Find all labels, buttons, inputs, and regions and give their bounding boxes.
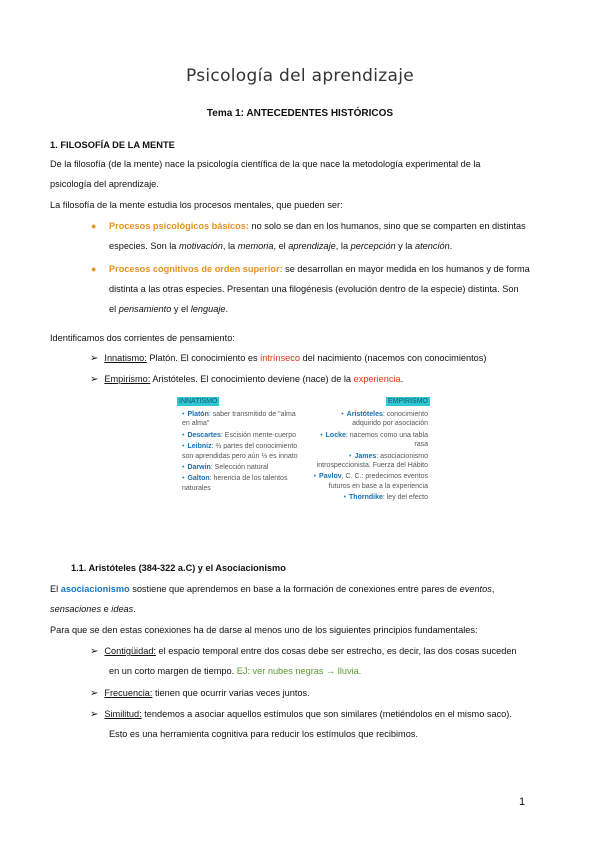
paragraph: sensaciones e ideas. [50, 604, 136, 614]
figure-right-header: EMPIRISMO [387, 398, 428, 405]
list-item-text: Procesos psicológicos básicos: no solo se dan en los humanos, sino que se comparten en distintas [109, 221, 526, 231]
paragraph: El asociacionismo sostiene que aprendemos en base a la formación de conexiones entre pares de eventos, [50, 584, 495, 594]
figure-item: • Locke: nacemos como una tabla rasa [320, 431, 428, 449]
paragraph: Identificamos dos corrientes de pensamiento: [50, 333, 235, 343]
arrow-bullet-icon: ➢ [90, 646, 99, 657]
section-heading-1-1: 1.1. Aristóteles (384-322 a.C) y el Asociacionismo [71, 563, 286, 573]
arrow-bullet-icon: ➢ [90, 688, 99, 699]
figure-item: • Platón: saber transmitido de "alma en alma" [182, 411, 296, 428]
list-item-text: en un corto margen de tiempo. EJ: ver nubes negras → lluvia. [109, 666, 362, 676]
comparison-figure [176, 396, 432, 534]
bullet-dot-icon: ● [91, 264, 97, 274]
arrow-bullet-icon: ➢ [90, 709, 99, 720]
figure-right-column [312, 410, 428, 505]
figure-item: • Descartes: Escisión mente-cuerpo [182, 431, 297, 439]
list-item-text: Procesos cognitivos de orden superior: se desarrollan en mayor medida en los humanos y de forma [109, 264, 530, 274]
arrow-list-item: ➢ Contigüidad: el espacio temporal entre dos cosas debe ser estrecho, es decir, las dos cosas suceden [90, 646, 517, 657]
figure-left-header: INNATISMO [179, 398, 218, 405]
arrow-list-item: ➢ Similitud: tendemos a asociar aquellos estímulos que son similares (metiéndolos en el mismo saco). [90, 709, 512, 720]
topic-subtitle: Tema 1: ANTECEDENTES HISTÓRICOS [206, 108, 394, 119]
section-heading-1: 1. FILOSOFÍA DE LA MENTE [50, 140, 175, 150]
page-title: Psicología del aprendizaje [185, 66, 414, 86]
figure-item: • Galton: herencia de los talentos naturales [182, 475, 288, 492]
list-item-text: distinta a las otras especies. Presentan una filogénesis (evolución dentro de la especie) distinta. Son [109, 284, 519, 294]
arrow-bullet-icon: ➢ [90, 353, 99, 364]
figure-left-column [182, 410, 300, 495]
figure-item: • James: asociacionismo introspeccionista. Fuerza del Hábito [316, 452, 428, 470]
figure-item: • Aristóteles: conocimiento adquirido por asociación [341, 411, 428, 428]
arrow-bullet-icon: ➢ [90, 374, 99, 385]
bullet-dot-icon: ● [91, 221, 97, 231]
list-item [91, 221, 96, 231]
list-item-text: especies. Son la motivación, la memoria, el aprendizaje, la percepción y la atención. [109, 241, 453, 251]
figure-item: • Darwin: Selección natural [182, 464, 269, 472]
list-item-text: Esto es una herramienta cognitiva para reducir los estímulos que recibimos. [109, 729, 418, 739]
figure-item: • Leibniz: ⅔ partes del conocimiento son aprendidas pero aún ⅓ es innato [182, 443, 298, 460]
list-item [91, 264, 96, 274]
paragraph: Para que se den estas conexiones ha de darse al menos uno de los siguientes principios fundamentales: [50, 625, 478, 635]
arrow-list-item: ➢ Innatismo: Platón. El conocimiento es intrínseco del nacimiento (nacemos con conocimientos) [90, 353, 487, 364]
figure-item: • Thorndike: ley del efecto [343, 494, 428, 502]
paragraph: psicología del aprendizaje. [50, 179, 159, 189]
paragraph: La filosofía de la mente estudia los procesos mentales, que pueden ser: [50, 200, 343, 210]
figure-item: • Pavlov, C. C.: predecimos eventos futuros en base a la experiencia [313, 473, 428, 490]
page-number: 1 [519, 796, 526, 808]
paragraph: De la filosofía (de la mente) nace la psicología científica de la que nace la metodología experimental de la [50, 159, 481, 169]
arrow-list-item: ➢ Empirismo: Aristóteles. El conocimiento deviene (nace) de la experiencia. [90, 374, 404, 385]
list-item-text: el pensamiento y el lenguaje. [109, 304, 229, 314]
arrow-list-item: ➢ Frecuencia: tienen que ocurrir varias veces juntos. [90, 688, 310, 699]
